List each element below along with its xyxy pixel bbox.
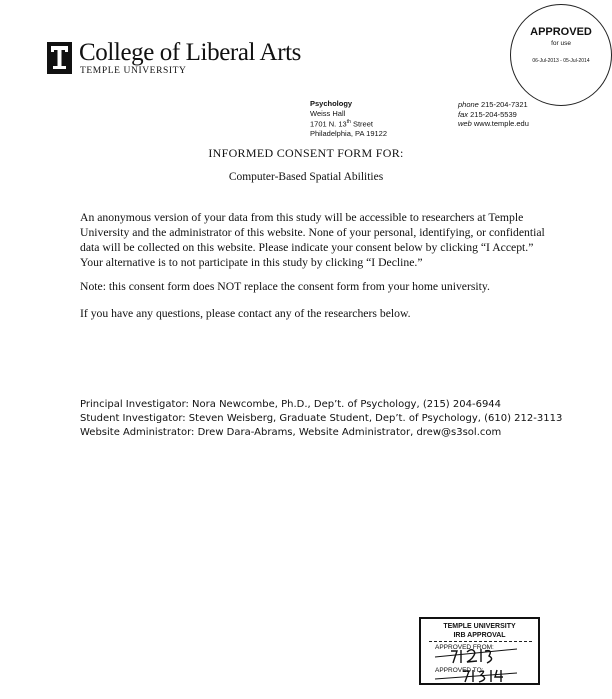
form-title: INFORMED CONSENT FORM FOR:: [208, 146, 404, 160]
phone-label: phone: [458, 100, 479, 109]
irb-approval-label: IRB APPROVAL: [453, 632, 506, 639]
irb-approval-stamp: [419, 617, 540, 685]
researchers-list: [80, 398, 562, 440]
street-number: 1701 N. 13: [310, 119, 347, 129]
contact-phone: [458, 100, 529, 110]
approved-seal: [510, 4, 612, 106]
web-value[interactable]: www.temple.edu: [473, 119, 529, 128]
irb-approved-to: APPROVED TO:: [435, 667, 484, 674]
consent-paragraph: An anonymous version of your data from this study will be accessible to researchers at Temple University and the administrator of this website. None of your personal, identifying, or confidential data will be collected on this website. Please indicate your consent below by clicking “I Accept.” Your alternative is to not participate in this study by clicking “I Decline.”: [80, 211, 545, 269]
irb-university: TEMPLE UNIVERSITY: [443, 623, 516, 630]
contact-fax: [458, 110, 529, 120]
seal-subtitle: for use: [551, 40, 571, 47]
fax-value: 215-204-5539: [470, 109, 517, 119]
contact-info: [458, 100, 529, 129]
college-name: College of Liberal Arts: [79, 39, 301, 66]
irb-approved-from: APPROVED FROM:: [435, 644, 494, 651]
note-paragraph: Note: this consent form does NOT replace the consent form from your home university.: [80, 280, 490, 293]
seal-dates: 06-Jul-2013 - 05-Jul-2014: [532, 58, 590, 64]
form-subtitle: Computer-Based Spatial Abilities: [228, 171, 384, 183]
website-administrator: Website Administrator: Drew Dara-Abrams, Website Administrator, drew@s3sol.com: [80, 427, 502, 438]
student-investigator: Student Investigator: Steven Weisberg, Graduate Student, Dep’t. of Psychology, (610) 212-3113: [80, 413, 563, 424]
web-label: web: [458, 119, 472, 128]
temple-logo-icon: [47, 42, 72, 74]
street-suffix: th: [346, 119, 351, 125]
contact-web: [458, 119, 529, 129]
principal-investigator: Principal Investigator: Nora Newcombe, Ph.D., Dep’t. of Psychology, (215) 204-6944: [80, 399, 502, 410]
questions-paragraph: If you have any questions, please contact any of the researchers below.: [80, 307, 411, 320]
department-address: [310, 99, 387, 139]
university-name: TEMPLE UNIVERSITY: [80, 66, 187, 76]
department-city: Philadelphia, PA 19122: [310, 129, 388, 138]
department-name: Psychology: [310, 99, 353, 108]
phone-value: 215-204-7321: [480, 100, 528, 109]
street-name: Street: [350, 119, 373, 129]
fax-label: fax: [458, 109, 469, 119]
department-building: Weiss Hall: [310, 108, 346, 118]
seal-title: APPROVED: [530, 26, 592, 38]
handwritten-dates-icon: [421, 619, 538, 683]
department-street: [310, 118, 387, 129]
